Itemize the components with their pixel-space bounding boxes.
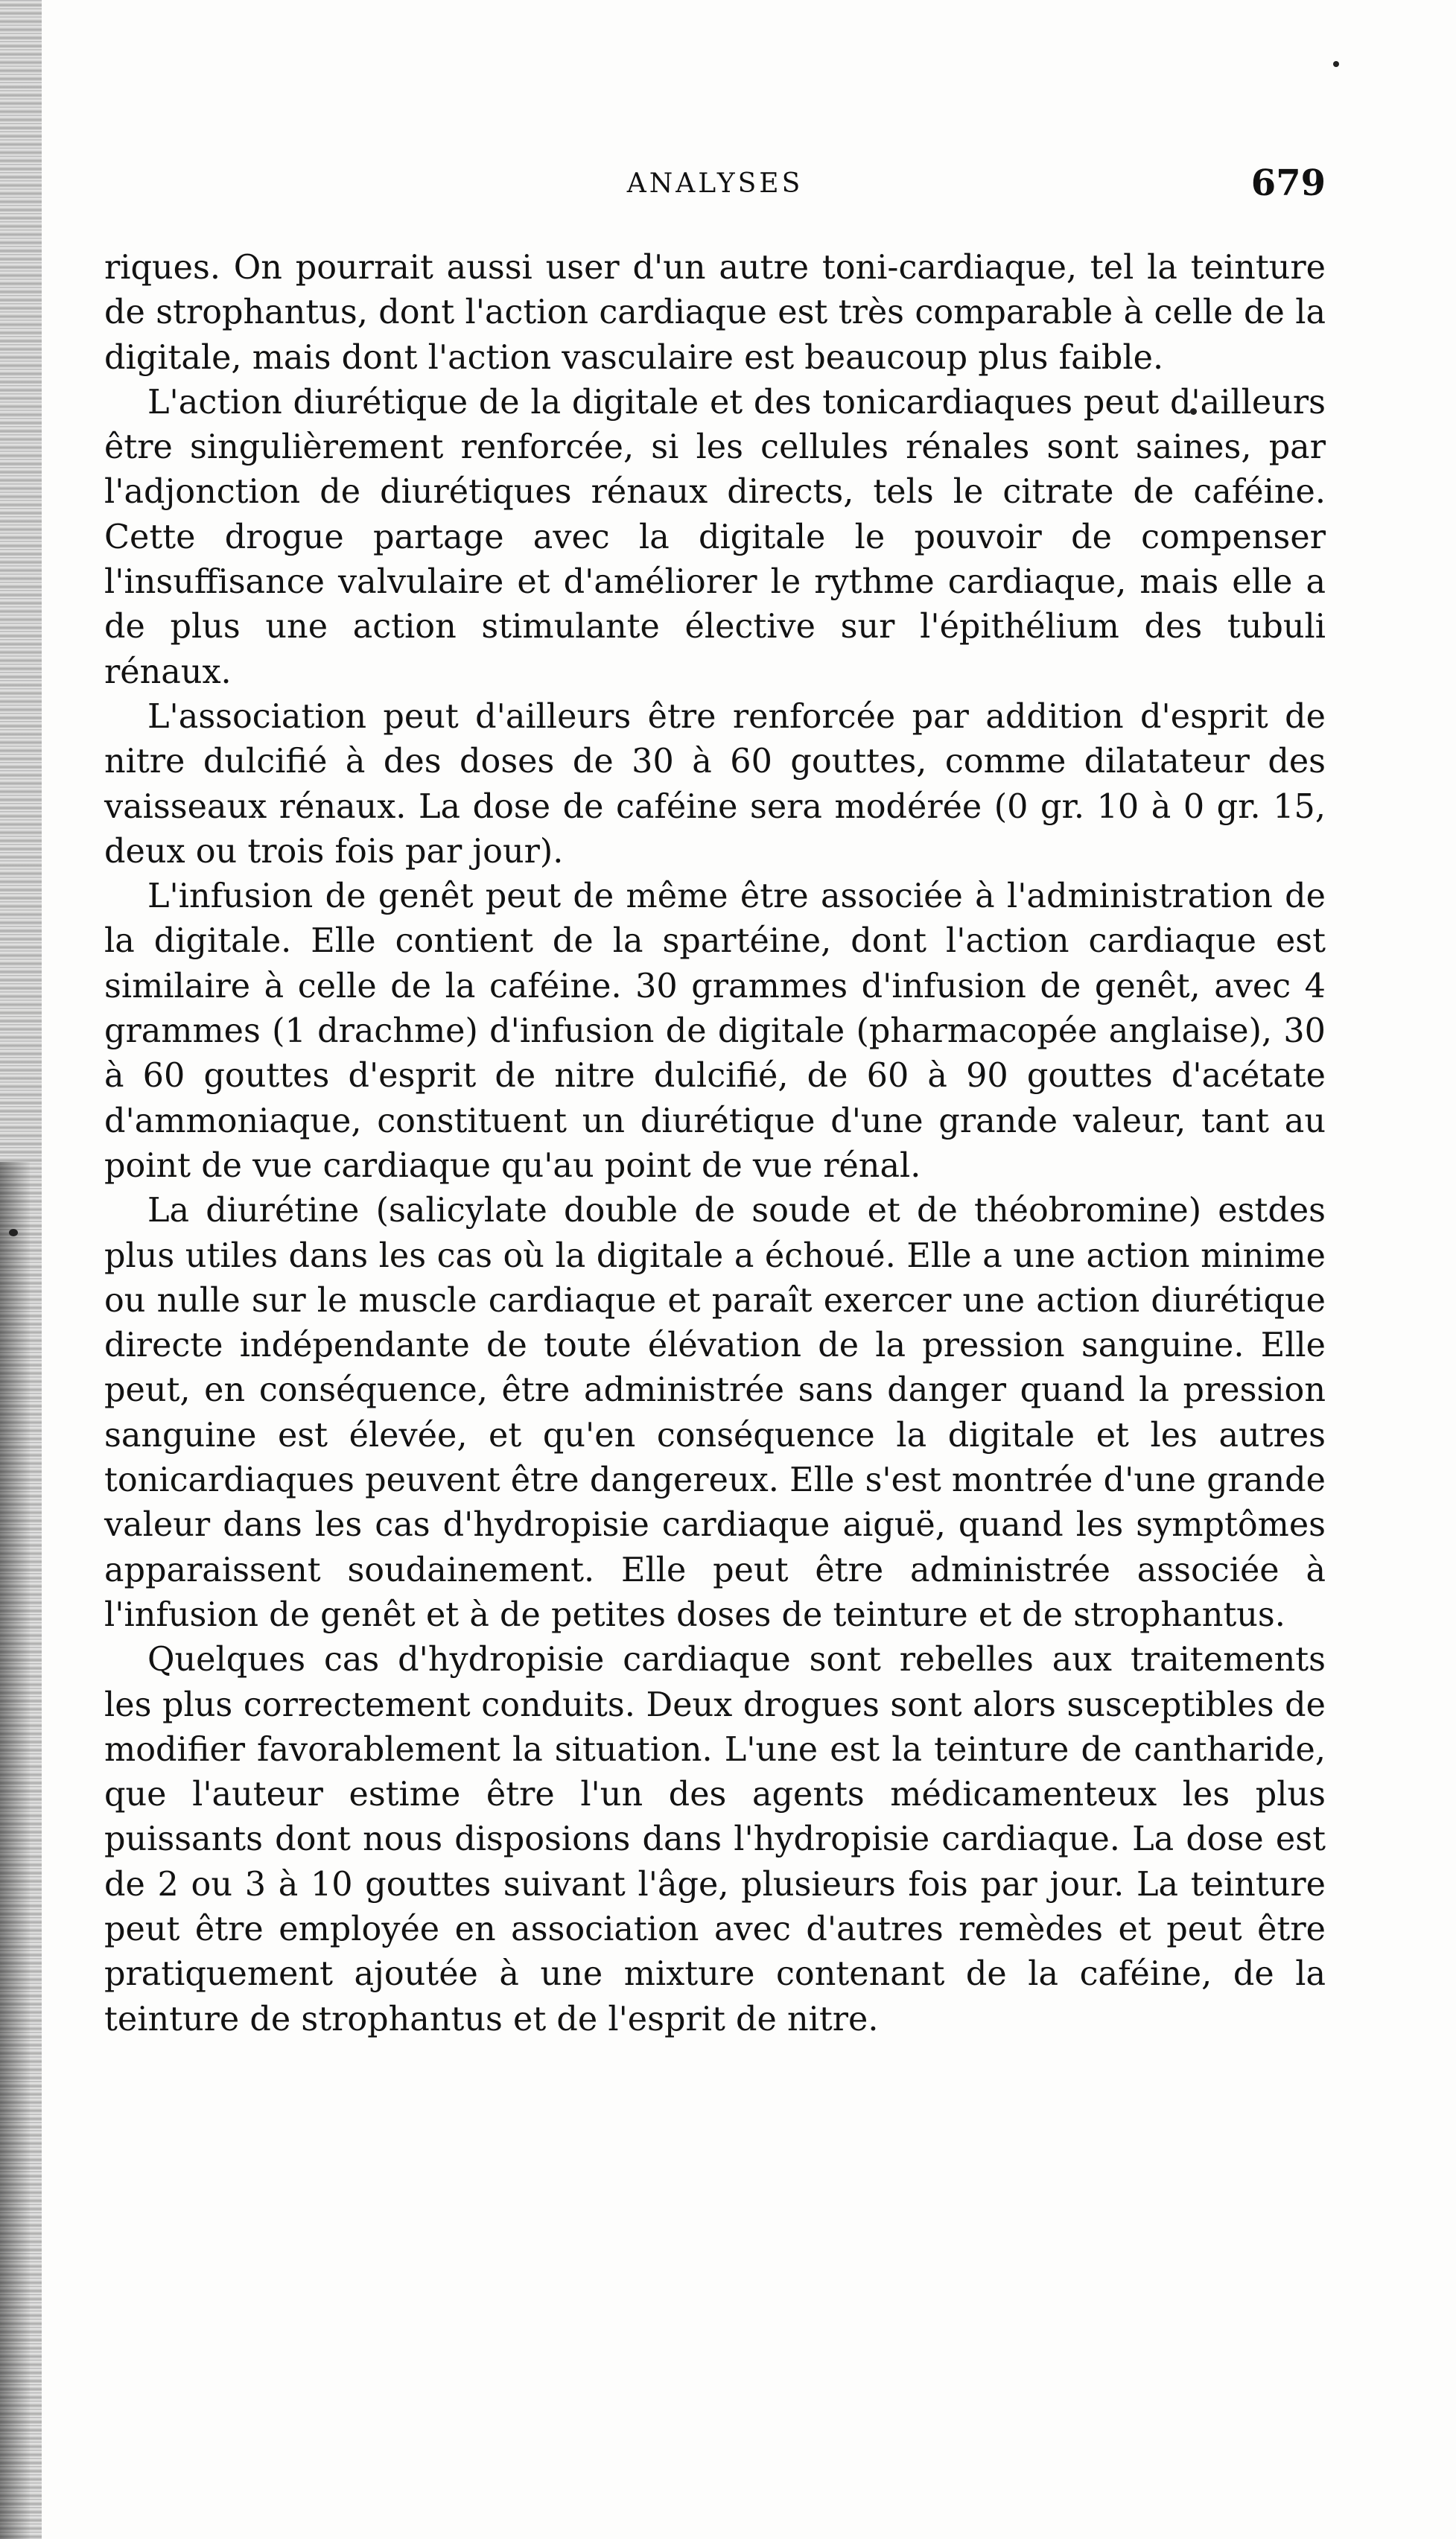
page-header [104, 162, 1326, 207]
page-number: 679 [1250, 162, 1326, 204]
paragraph-4: L'infusion de genêt peut de même être associée à l'administration de la digitale. Elle contient de la spartéine, dont l'action cardiaque est similaire à celle de la caféine. 30 grammes d'infusion de genêt, avec 4 grammes (1 drachme) d'infusion de digitale (pharmacopée anglaise), 30 à 60 gouttes d'esprit de nitre dulcifié, de 60 à 90 gouttes d'acétate d'ammoniaque, constituent un diurétique d'une grande valeur, tant au point de vue cardiaque qu'au point de vue rénal. [104, 877, 1326, 1185]
paragraph-2: L'action diurétique de la digitale et des tonicardiaques peut d'ailleurs être singulièrement renforcée, si les cellules rénales sont saines, par l'adjonction de diurétiques rénaux directs, tels le citrate de caféine. Cette drogue partage avec la digitale le pouvoir de compenser l'insuffisance valvulaire et d'améliorer le rythme cardiaque, mais elle a de plus une action stimulante élective sur l'épithélium des tubuli rénaux. [104, 383, 1326, 691]
scan-speck [1333, 61, 1339, 67]
scan-speck [9, 1229, 18, 1236]
paragraph-6: Quelques cas d'hydropisie cardiaque sont rebelles aux traitements les plus correctement conduits. Deux drogues sont alors susceptibles de modifier favorablement la situation. L'une est la teinture de cantharide, que l'auteur estime être l'un des agents médicamenteux les plus puissants dont nous disposions dans l'hydropisie cardiaque. La dose est de 2 ou 3 à 10 gouttes suivant l'âge, plusieurs fois par jour. La teinture peut être employée en association avec d'autres remèdes et peut être pratiquement ajoutée à une mixture contenant de la caféine, de la teinture de strophantus et de l'esprit de nitre. [104, 1641, 1326, 2038]
page-edge-shadow-lower [0, 1162, 30, 2539]
paragraph-3: L'association peut d'ailleurs être renforcée par addition d'esprit de nitre dulcifié à des doses de 30 à 60 gouttes, comme dilatateur des vaisseaux rénaux. La dose de caféine sera modérée (0 gr. 10 à 0 gr. 15, deux ou trois fois par jour). [104, 697, 1326, 871]
body-text [104, 246, 1326, 2042]
paragraph-5: La diurétine (salicylate double de soude et de théobromine) estdes plus utiles dans les cas où la digitale a échoué. Elle a une action minime ou nulle sur le muscle cardiaque et paraît exercer une action diurétique directe indépendante de toute élévation de la pression sanguine. Elle peut, en conséquence, être administrée sans danger quand la pression sanguine est élevée, et qu'en conséquence la digitale et les autres tonicardiaques peuvent être dangereux. Elle s'est montrée d'une grande valeur dans les cas d'hydropisie cardiaque aiguë, quand les symptômes apparaissent soudainement. Elle peut être administrée associée à l'infusion de genêt et à de petites doses de teinture et de strophantus. [104, 1192, 1326, 1634]
paragraph-1: riques. On pourrait aussi user d'un autre toni-cardiaque, tel la teinture de strophantus, dont l'action cardiaque est très comparable à celle de la digitale, mais dont l'action vasculaire est beaucoup plus faible. [104, 249, 1326, 377]
running-title: ANALYSES [626, 168, 804, 199]
